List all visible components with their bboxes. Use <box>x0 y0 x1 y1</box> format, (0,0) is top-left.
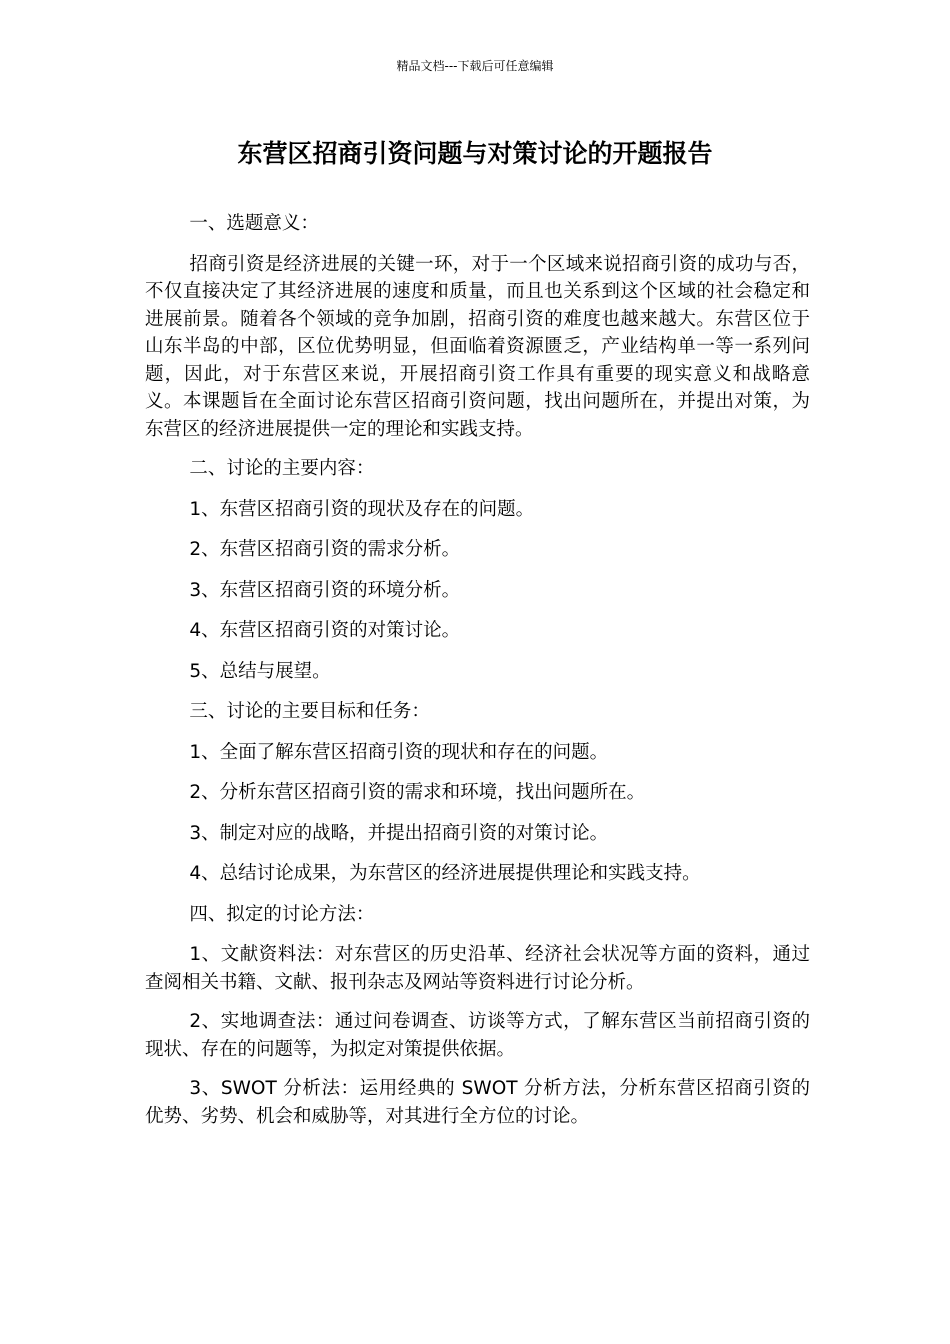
document-title: 东营区招商引资问题与对策讨论的开题报告 <box>237 139 713 168</box>
method-paragraph: 1、文献资料法：对东营区的历史沿革、经济社会状况等方面的资料，通过查阅相关书籍、文献、报刊杂志及网站等资料进行讨论分析。 <box>145 944 810 993</box>
document-body <box>145 210 810 1142</box>
body-paragraph: 招商引资是经济进展的关键一环，对于一个区域来说招商引资的成功与否，不仅直接决定了其经济进展的速度和质量，而且也关系到这个区域的社会稳定和进展前景。随着各个领域的竞争加剧，招商引资的难度也越来越大。东营区位于山东半岛的中部，区位优势明显，但面临着资源匮乏，产业结构单一等一系列问题，因此，对于东营区来说，开展招商引资工作具有重要的现实意义和战略意义。本课题旨在全面讨论东营区招商引资问题，找出问题所在，并提出对策，为东营区的经济进展提供一定的理论和实践支持。 <box>145 253 810 440</box>
header-note: 精品文档---下载后可任意编辑 <box>396 59 554 73</box>
method-paragraph: 2、实地调查法：通过问卷调查、访谈等方式，了解东营区当前招商引资的现状、存在的问题等，为拟定对策提供依据。 <box>145 1011 810 1060</box>
list-item: 2、东营区招商引资的需求分析。 <box>189 539 461 560</box>
list-item: 1、全面了解东营区招商引资的现状和存在的问题。 <box>189 741 609 763</box>
list-item: 3、东营区招商引资的环境分析。 <box>189 579 461 601</box>
section-heading-2: 二、讨论的主要内容： <box>189 458 375 479</box>
list-item: 1、东营区招商引资的现状及存在的问题。 <box>189 498 535 520</box>
section-heading-1: 一、选题意义： <box>189 213 319 234</box>
list-item: 5、总结与展望。 <box>189 660 331 682</box>
list-item: 4、总结讨论成果，为东营区的经济进展提供理论和实践支持。 <box>189 863 701 884</box>
list-item: 2、分析东营区招商引资的需求和环境，找出问题所在。 <box>189 782 646 803</box>
list-item: 3、制定对应的战略，并提出招商引资的对策讨论。 <box>189 822 609 844</box>
section-heading-3: 三、讨论的主要目标和任务： <box>189 701 430 722</box>
list-item: 4、东营区招商引资的对策讨论。 <box>189 620 461 641</box>
method-paragraph: 3、SWOT 分析法：运用经典的 SWOT 分析方法，分析东营区招商引资的优势、劣势、机会和威胁等，对其进行全方位的讨论。 <box>145 1078 810 1127</box>
section-heading-4: 四、拟定的讨论方法： <box>189 903 375 925</box>
